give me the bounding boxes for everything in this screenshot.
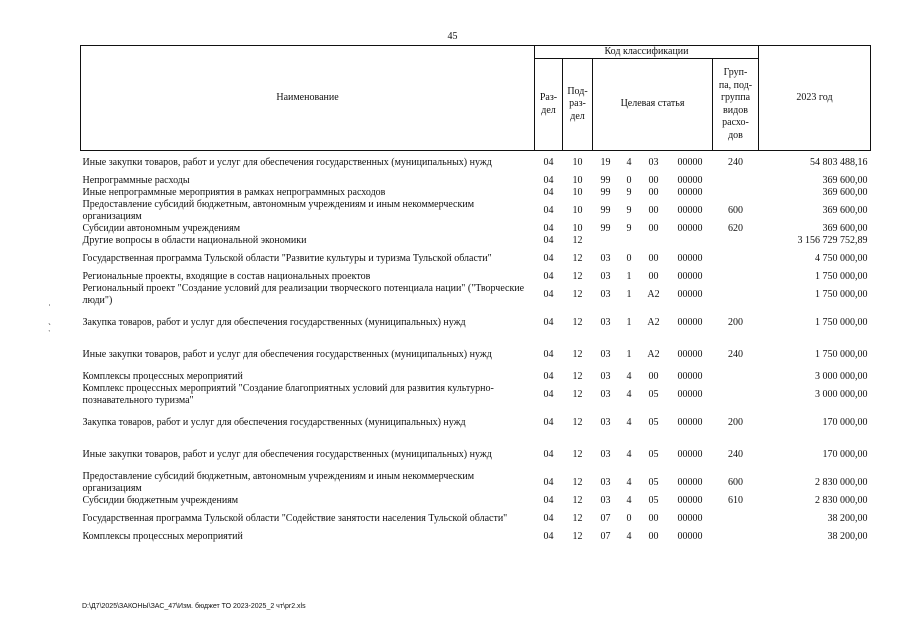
row-vid-rashodov: 200 (728, 416, 743, 428)
row-cs-direction: 00000 (677, 416, 703, 428)
row-cs-type: 0 (626, 252, 632, 264)
row-podrazdel: 12 (572, 494, 583, 506)
row-sum: 1 750 000,00 (815, 288, 868, 300)
row-sum: 3 156 729 752,89 (797, 234, 868, 246)
row-cs-direction: 00000 (677, 476, 703, 488)
row-cs-direction: 00000 (677, 370, 703, 382)
table-row (81, 271, 871, 283)
row-razdel: 04 (543, 348, 554, 360)
row-razdel: 04 (543, 156, 554, 168)
table-row (81, 407, 871, 439)
row-razdel: 04 (543, 416, 554, 428)
header-name: Наименование (81, 46, 535, 151)
row-name: Иные непрограммные мероприятия в рамках непрограммных расходов (82, 186, 386, 198)
row-name: Закупка товаров, работ и услуг для обеспечения государственных (муниципальных) нужд (82, 416, 466, 428)
row-cs-program: 07 (600, 530, 611, 542)
table-row (81, 307, 871, 339)
table-row (81, 371, 871, 383)
header-year: 2023 год (759, 46, 871, 151)
row-cs-direction: 00000 (677, 186, 703, 198)
file-path-footer: D:\Д7\2025\ЗАКОНЫ\ЗАС_47\Изм. бюджет ТО 2023-2025_2 чт\pr2.xls (82, 603, 306, 610)
row-vid-rashodov: 200 (728, 316, 743, 328)
row-sum: 38 200,00 (827, 512, 868, 524)
row-sum: 54 803 488,16 (810, 156, 868, 168)
row-name: Предоставление субсидий бюджетным, автономным учреждениям и иным некоммерческим организациям (82, 470, 475, 494)
row-vid-rashodov (713, 531, 759, 543)
row-podrazdel: 10 (572, 174, 583, 186)
row-cs-type: 9 (626, 222, 632, 234)
row-cs-direction: 00000 (677, 156, 703, 168)
row-podrazdel: 12 (572, 512, 583, 524)
row-vid-rashodov (713, 383, 759, 407)
row-cs-type: 4 (626, 388, 632, 400)
row-name: Государственная программа Тульской области "Развитие культуры и туризма Тульской области" (82, 252, 492, 264)
row-razdel: 04 (543, 316, 554, 328)
row-cs-event: A2 (647, 348, 660, 360)
header-gruppa: Груп- па, под- группа видов расхо- дов (713, 59, 759, 151)
table-row (81, 495, 871, 507)
row-cs-direction: 00000 (677, 512, 703, 524)
row-podrazdel: 12 (572, 348, 583, 360)
row-podrazdel: 12 (572, 388, 583, 400)
row-podrazdel: 12 (572, 270, 583, 282)
row-cs-program: 03 (600, 348, 611, 360)
row-cs-event: 05 (648, 448, 659, 460)
table-row (81, 199, 871, 223)
row-cs-event: 05 (648, 416, 659, 428)
row-cs-program: 19 (600, 156, 611, 168)
row-name: Иные закупки товаров, работ и услуг для обеспечения государственных (муниципальных) нужд (82, 448, 492, 460)
row-podrazdel: 12 (572, 370, 583, 382)
row-sum: 38 200,00 (827, 530, 868, 542)
row-cs-program (593, 235, 619, 247)
row-cs-direction (668, 235, 713, 247)
row-sum: 3 000 000,00 (815, 370, 868, 382)
row-sum: 1 750 000,00 (815, 270, 868, 282)
row-cs-type: 4 (626, 448, 632, 460)
row-name: Региональный проект "Создание условий для реализации творческого потенциала нации" ("Творческие люди") (82, 282, 525, 306)
table-row (81, 339, 871, 371)
row-vid-rashodov (713, 235, 759, 247)
row-name: Комплексы процессных мероприятий (82, 530, 243, 542)
row-cs-type: 4 (626, 494, 632, 506)
row-cs-type: 0 (626, 512, 632, 524)
table-row (81, 223, 871, 235)
row-name: Субсидии бюджетным учреждениям (82, 494, 239, 506)
row-cs-program: 03 (600, 288, 611, 300)
row-cs-program: 03 (600, 388, 611, 400)
row-cs-type: 9 (626, 186, 632, 198)
row-vid-rashodov: 240 (728, 348, 743, 360)
row-sum: 170 000,00 (822, 448, 868, 460)
row-podrazdel: 12 (572, 448, 583, 460)
row-razdel: 04 (543, 388, 554, 400)
row-name: Закупка товаров, работ и услуг для обеспечения государственных (муниципальных) нужд (82, 316, 466, 328)
row-cs-direction: 00000 (677, 448, 703, 460)
row-vid-rashodov (713, 283, 759, 307)
row-vid-rashodov: 600 (728, 204, 743, 216)
table-row (81, 187, 871, 199)
row-cs-program: 07 (600, 512, 611, 524)
row-cs-direction: 00000 (677, 494, 703, 506)
row-razdel: 04 (543, 204, 554, 216)
row-name: Иные закупки товаров, работ и услуг для обеспечения государственных (муниципальных) нужд (82, 348, 492, 360)
row-cs-type: 1 (626, 348, 632, 360)
row-name: Комплексы процессных мероприятий (82, 370, 243, 382)
budget-table (80, 45, 871, 543)
row-cs-program: 99 (600, 186, 611, 198)
table-body (81, 151, 871, 543)
row-razdel: 04 (543, 370, 554, 382)
row-cs-type: 1 (626, 288, 632, 300)
row-sum: 1 750 000,00 (815, 348, 868, 360)
row-vid-rashodov (713, 247, 759, 271)
row-sum: 4 750 000,00 (815, 252, 868, 264)
row-vid-rashodov (713, 187, 759, 199)
row-cs-direction: 00000 (677, 174, 703, 186)
table-row (81, 507, 871, 531)
row-cs-event: A2 (647, 288, 660, 300)
row-cs-type: 4 (626, 530, 632, 542)
row-cs-type: 4 (626, 370, 632, 382)
row-name: Другие вопросы в области национальной экономики (82, 234, 307, 246)
row-podrazdel: 12 (572, 530, 583, 542)
row-razdel: 04 (543, 494, 554, 506)
row-razdel: 04 (543, 288, 554, 300)
row-name: Непрограммные расходы (82, 174, 190, 186)
row-podrazdel: 10 (572, 156, 583, 168)
row-razdel: 04 (543, 234, 554, 246)
row-sum: 369 600,00 (822, 186, 868, 198)
row-razdel: 04 (543, 512, 554, 524)
row-cs-event: 00 (648, 512, 659, 524)
row-cs-direction: 00000 (677, 204, 703, 216)
row-cs-direction: 00000 (677, 270, 703, 282)
table-row (81, 151, 871, 175)
row-cs-event: A2 (647, 316, 660, 328)
row-podrazdel: 12 (572, 416, 583, 428)
row-razdel: 04 (543, 476, 554, 488)
row-cs-program: 03 (600, 416, 611, 428)
row-cs-event: 00 (648, 530, 659, 542)
row-razdel: 04 (543, 270, 554, 282)
row-cs-program: 03 (600, 316, 611, 328)
row-name: Предоставление субсидий бюджетным, автономным учреждениям и иным некоммерческим организациям (82, 198, 475, 222)
row-cs-type: 0 (626, 174, 632, 186)
row-podrazdel: 12 (572, 288, 583, 300)
row-sum: 369 600,00 (822, 174, 868, 186)
row-cs-event: 00 (648, 270, 659, 282)
row-cs-event: 00 (648, 186, 659, 198)
table-row (81, 531, 871, 543)
row-vid-rashodov: 240 (728, 448, 743, 460)
row-cs-direction: 00000 (677, 388, 703, 400)
row-sum: 2 830 000,00 (815, 476, 868, 488)
row-cs-event: 00 (648, 204, 659, 216)
row-razdel: 04 (543, 186, 554, 198)
row-podrazdel: 10 (572, 186, 583, 198)
row-vid-rashodov: 620 (728, 222, 743, 234)
row-cs-program: 99 (600, 222, 611, 234)
row-cs-event: 00 (648, 370, 659, 382)
row-cs-type: 9 (626, 204, 632, 216)
row-sum: 369 600,00 (822, 204, 868, 216)
row-cs-event: 05 (648, 388, 659, 400)
row-sum: 3 000 000,00 (815, 388, 868, 400)
row-sum: 1 750 000,00 (815, 316, 868, 328)
row-cs-type: 4 (626, 476, 632, 488)
row-cs-program: 03 (600, 370, 611, 382)
row-name: Комплекс процессных мероприятий "Создание благоприятных условий для развития культурно-познавательного туризма" (82, 382, 494, 406)
row-vid-rashodov: 600 (728, 476, 743, 488)
row-vid-rashodov: 240 (728, 156, 743, 168)
row-name: Государственная программа Тульской области "Содействие занятости населения Тульской области" (82, 512, 508, 524)
row-vid-rashodov (713, 507, 759, 531)
row-cs-event (640, 235, 668, 247)
row-cs-type: 4 (626, 156, 632, 168)
row-name: Иные закупки товаров, работ и услуг для обеспечения государственных (муниципальных) нужд (82, 156, 492, 168)
row-cs-program: 03 (600, 252, 611, 264)
row-cs-type: 1 (626, 270, 632, 282)
row-podrazdel: 12 (572, 476, 583, 488)
row-podrazdel: 12 (572, 234, 583, 246)
header-code: Код классификации (535, 46, 759, 59)
row-vid-rashodov (713, 175, 759, 187)
margin-marks: ˙ ˏ ˑ (48, 303, 51, 337)
row-name: Региональные проекты, входящие в состав национальных проектов (82, 270, 371, 282)
row-sum: 369 600,00 (822, 222, 868, 234)
row-cs-program: 03 (600, 476, 611, 488)
row-razdel: 04 (543, 530, 554, 542)
row-cs-direction: 00000 (677, 288, 703, 300)
row-cs-type: 1 (626, 316, 632, 328)
row-cs-event: 03 (648, 156, 659, 168)
row-cs-program: 03 (600, 448, 611, 460)
row-vid-rashodov: 610 (728, 494, 743, 506)
row-sum: 170 000,00 (822, 416, 868, 428)
row-cs-direction: 00000 (677, 222, 703, 234)
header-podrazdel: Под- раз- дел (563, 59, 593, 151)
table-row (81, 283, 871, 307)
row-cs-type: 4 (626, 416, 632, 428)
row-cs-program: 03 (600, 494, 611, 506)
row-podrazdel: 12 (572, 316, 583, 328)
row-razdel: 04 (543, 222, 554, 234)
table-row (81, 471, 871, 495)
row-cs-direction: 00000 (677, 348, 703, 360)
row-podrazdel: 10 (572, 204, 583, 216)
row-cs-event: 00 (648, 222, 659, 234)
row-cs-program: 03 (600, 270, 611, 282)
table-row (81, 247, 871, 271)
table-row (81, 383, 871, 407)
row-cs-type (619, 235, 640, 247)
page-number: 45 (447, 31, 458, 42)
row-cs-event: 00 (648, 174, 659, 186)
row-sum: 2 830 000,00 (815, 494, 868, 506)
row-cs-program: 99 (600, 204, 611, 216)
header-razdel: Раз- дел (535, 59, 563, 151)
row-cs-direction: 00000 (677, 530, 703, 542)
row-cs-event: 00 (648, 252, 659, 264)
table-row (81, 439, 871, 471)
row-name: Субсидии автономным учреждениям (82, 222, 241, 234)
table-row (81, 235, 871, 247)
row-razdel: 04 (543, 252, 554, 264)
row-vid-rashodov (713, 271, 759, 283)
table-row (81, 175, 871, 187)
row-podrazdel: 10 (572, 222, 583, 234)
row-cs-direction: 00000 (677, 252, 703, 264)
row-podrazdel: 12 (572, 252, 583, 264)
row-cs-direction: 00000 (677, 316, 703, 328)
header-celevaya: Целевая статья (593, 59, 713, 151)
row-cs-program: 99 (600, 174, 611, 186)
row-razdel: 04 (543, 448, 554, 460)
row-razdel: 04 (543, 174, 554, 186)
row-cs-event: 05 (648, 476, 659, 488)
row-vid-rashodov (713, 371, 759, 383)
row-cs-event: 05 (648, 494, 659, 506)
